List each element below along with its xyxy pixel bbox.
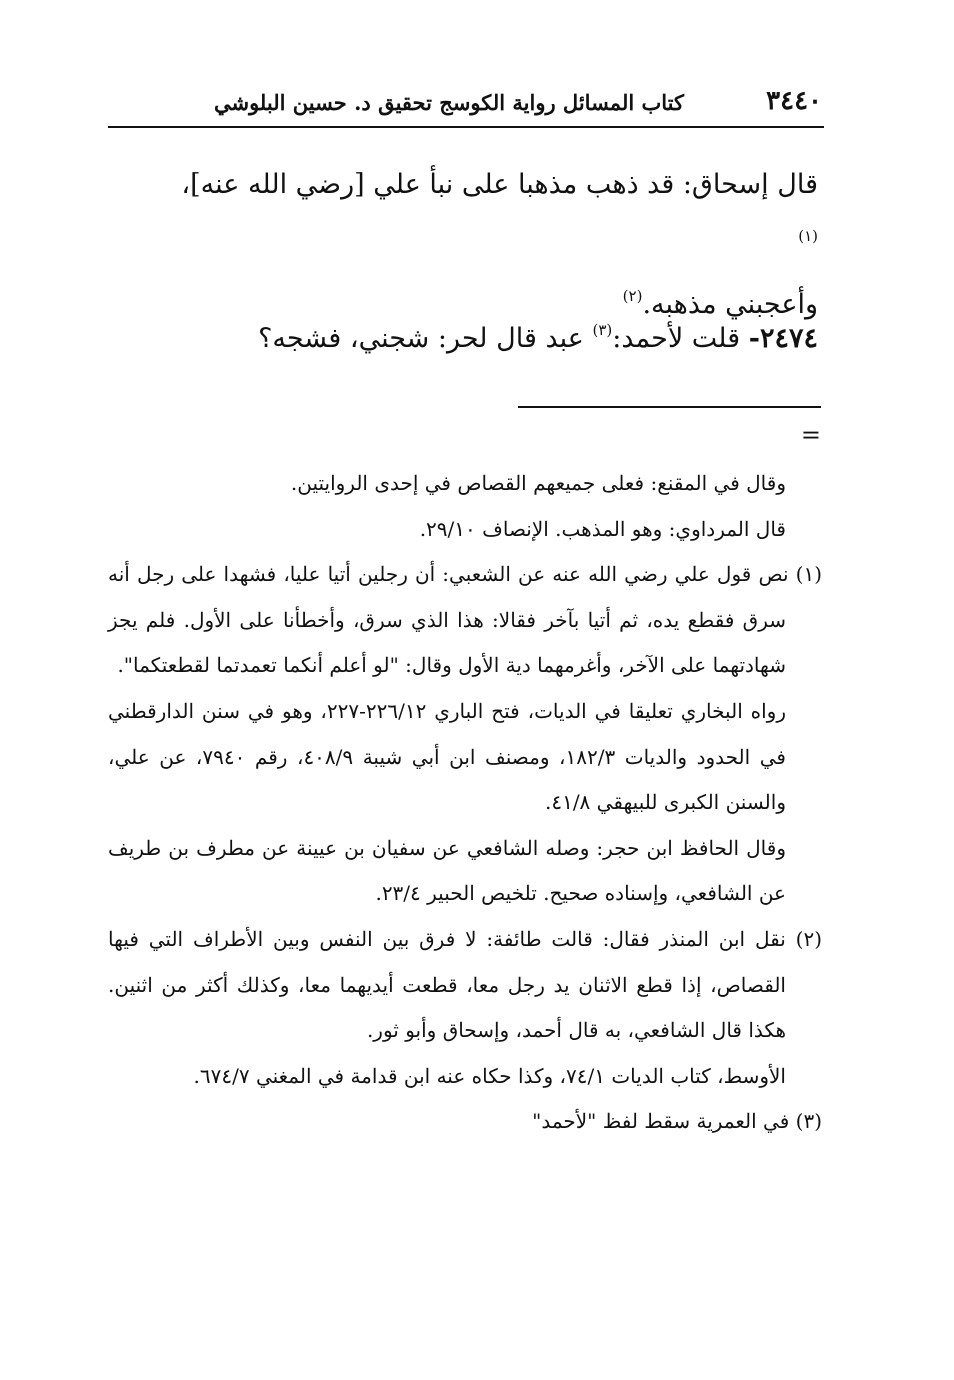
- book-title: كتاب المسائل رواية الكوسج تحقيق د. حسين البلوشي: [213, 90, 684, 115]
- footnote-2: (٢) نقل ابن المنذر فقال: قالت طائفة: لا فرق بين النفس وبين الأطراف التي فيها القصاص، إذا قطع الاثنان يد رجل معا، قطعت أيديهما معا، وكذلك أكثر من اثنين. هكذا قال الشافعي، به قال أحمد، وإسحاق وأبو ثور.: [108, 926, 822, 1043]
- footnote-ref-1: (١): [798, 227, 818, 245]
- main-paragraph-line-1: [168, 155, 818, 275]
- footnote-1-note: وقال الحافظ ابن حجر: وصله الشافعي عن سفيان بن عيينة عن مطرف بن طريف عن الشافعي، وإسناده صحيح. تلخيص الحبير ٢٣/٤.: [108, 835, 786, 906]
- footnote-continued-line: وقال في المقنع: فعلى جميعهم القصاص في إحدى الروايتين.: [290, 471, 786, 495]
- question-entry: [128, 314, 818, 364]
- footnote-1: (١) نص قول علي رضي الله عنه عن الشعبي: أن رجلين أتيا عليا، فشهدا على رجل أنه سرق فقطع يده، ثم أتيا بآخر فقالا: هذا الذي سرق، وأخطأنا على الأول. فلم يجز شهادتهما على الآخر، وأغرمهما دية الأول وقال: "لو أعلم أنكما تعمدتما لقطعتكما".: [108, 562, 822, 678]
- question-number: ٢٤٧٤-: [748, 323, 818, 354]
- footnote-ref-2: (٢): [622, 287, 643, 305]
- footnote-continuation-mark: =: [800, 421, 821, 449]
- footnote-separator: [518, 406, 821, 408]
- main-paragraph: [168, 155, 818, 335]
- footnote-ref-3: (٣): [592, 321, 613, 339]
- page-number: ٣٤٤٠: [766, 86, 822, 116]
- running-head: [108, 82, 824, 128]
- footnote-1-source: رواه البخاري تعليقا في الديات، فتح الباري ٢٢٦/١٢-٢٢٧، وهو في سنن الدارقطني في الحدود والديات ١٨٢/٣، ومصنف ابن أبي شيبة ٤٠٨/٩، رقم ٧٩٤٠، عن علي، والسنن الكبرى للبيهقي ٤١/٨.: [108, 698, 786, 815]
- footnotes-section: [108, 461, 822, 1145]
- main-text-segment: وأعجبني مذهبه.: [642, 289, 818, 320]
- footnote-2-source: الأوسط، كتاب الديات ٧٤/١، وكذا حكاه عنه ابن قدامة في المغني ٦٧٤/٧.: [193, 1063, 786, 1088]
- question-text-a: قلت لأحمد:: [612, 323, 741, 354]
- footnote-3: (٣) في العمرية سقط لفظ "لأحمد": [532, 1109, 822, 1134]
- footnote-continued-line: قال المرداوي: وهو المذهب. الإنصاف ٢٩/١٠.: [419, 516, 786, 541]
- main-text-segment: قال إسحاق: قد ذهب مذهبا على نبأ علي [رضي الله عنه]،: [181, 169, 818, 200]
- question-text-b: عبد قال لحر: شجني، فشجه؟: [258, 323, 584, 354]
